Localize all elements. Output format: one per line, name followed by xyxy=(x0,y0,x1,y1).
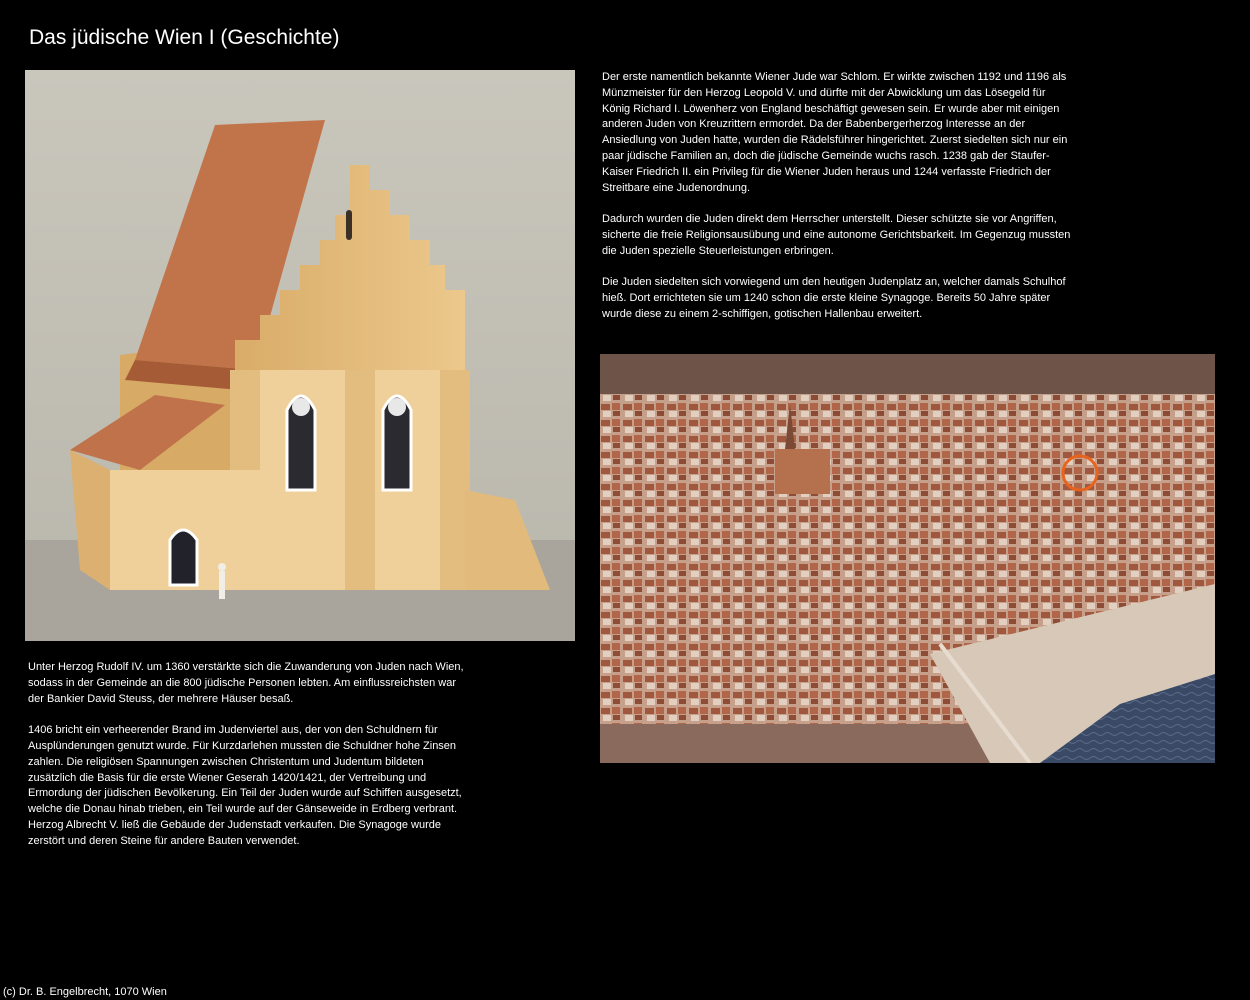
paragraph-judenplatz: Die Juden siedelten sich vorwiegend um den heutigen Judenplatz an, welcher damals Schulhof hieß. Dort errichteten sie um 1240 schon die erste kleine Synagoge. Bereits 50 Jahre später wurde diese zu einem 2-schiffigen, gotischen Hallenbau erweitert. xyxy=(602,276,1066,320)
paragraph-schlom: Der erste namentlich bekannte Wiener Jude war Schlom. Er wirkte zwischen 1192 und 1196 als Münzmeister für den Herzog Leopold V. und dürfte mit der Abwicklung um das Lösegeld für König Richard I. Löwenherz von England beschäftigt gewesen sein. Er wurde aber mit einigen anderen Juden von Kreuzrittern ermordet. Da der Babenbergerherzog Interesse an der Ansiedlung von Juden hatte, wurden die Rädelsführer hingerichtet. Zuerst siedelten sich nur ein paar jüdische Familien an, doch die jüdische Gemeinde wuchs rasch. 1238 gab der Staufer-Kaiser Friedrich II. ein Privileg für die Wiener Juden heraus und 1244 verfasste Friedrich der Streitbare eine Judenordnung. xyxy=(602,71,1068,194)
vienna-city-model-photo xyxy=(600,354,1215,763)
paragraph-geserah: 1406 bricht ein verheerender Brand im Judenviertel aus, der von den Schuldnern für Ausplünderungen genutzt wurde. Für Kurzdarlehen mussten die Schuldner hohe Zinsen zahlen. Die religiösen Spannungen zwischen Christentum und Judentum bildeten zusätzlich die Basis für die erste Wiener Geserah 1420/1421, der Vertreibung und Ermordung der jüdischen Bevölkerung. Ein Teil der Juden wurde auf Schiffen ausgesetzt, welche die Donau hinab trieben, ein Teil wurde auf der Gänseweide in Erdberg verbrant. Herzog Albrecht V. ließ die Gebäude der Judenstadt verkaufen. Die Synagoge wurde zerstört und deren Steine für andere Bauten verwendet. xyxy=(28,724,462,847)
page-title: Das jüdische Wien I (Geschichte) xyxy=(29,26,340,49)
history-text-left xyxy=(28,660,468,865)
paragraph-rudolf: Unter Herzog Rudolf IV. um 1360 verstärkte sich die Zuwanderung von Juden nach Wien, sodass in der Gemeinde an die 800 jüdische Personen lebten. Am einflussreichsten war der Bankier David Steuss, der mehrere Häuser besaß. xyxy=(28,661,464,705)
synagogue-model-photo xyxy=(25,70,575,641)
copyright-footer: (c) Dr. B. Engelbrecht, 1070 Wien xyxy=(3,986,167,998)
paragraph-herrscher: Dadurch wurden die Juden direkt dem Herrscher unterstellt. Dieser schützte sie vor Angriffen, sicherte die freie Religionsausübung und eine autonome Gerichtsbarkeit. Im Gegenzug mussten die Juden spezielle Steuerleistungen erbringen. xyxy=(602,213,1071,257)
history-text-right xyxy=(602,70,1072,339)
